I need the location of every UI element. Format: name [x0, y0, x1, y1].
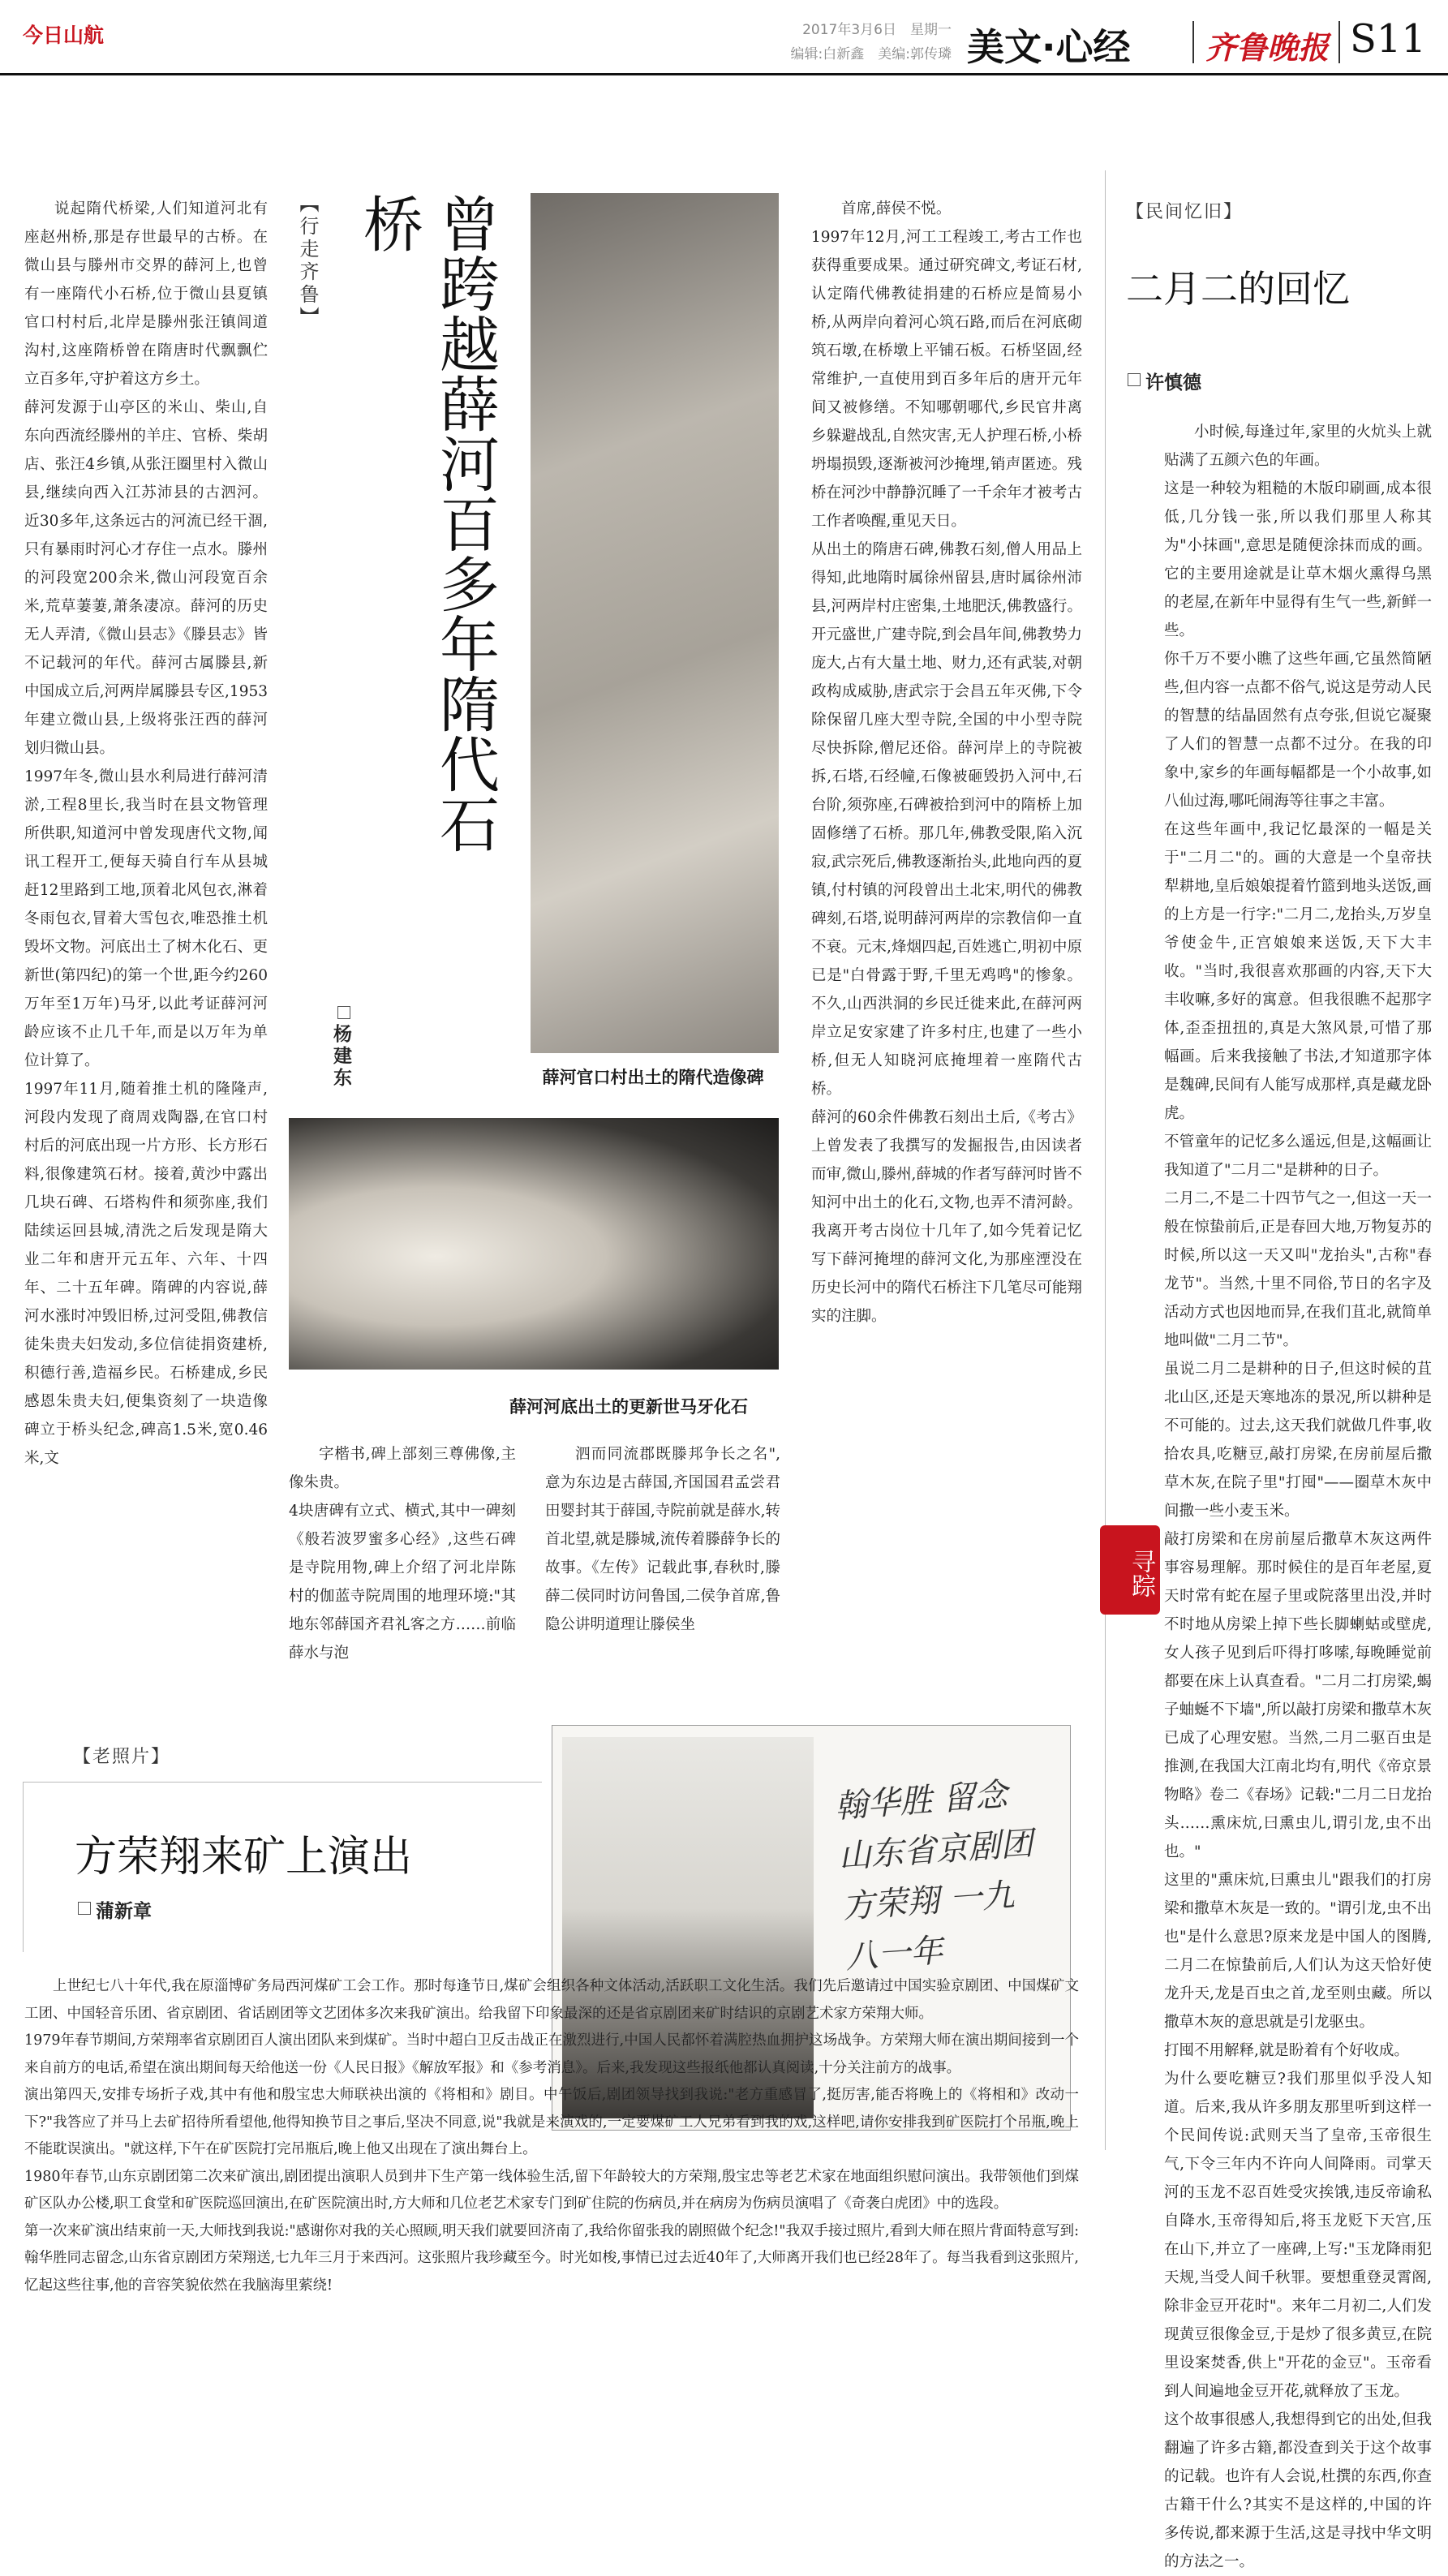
opera-column-tag: 【老照片】	[73, 1747, 171, 1767]
header-left-label: 今日山航	[23, 24, 105, 47]
feature-col4: 首席,薛侯不悦。 1997年12月,河工工程竣工,考古工作也获得重要成果。通过研究碑文,考证石材,认定隋代佛教徒捐建的石桥应是简易小桥,从两岸向着河心筑石路,而后在河底砌筑石墩,在桥墩上平铺石板。石桥坚固,经常维护,一直使用到百多年后的唐开元年间又被修缮。不知哪朝哪代,乡民官井离乡躲避战乱,自然灾害,无人护理石桥,小桥坍塌损毁,逐渐被河沙掩埋,销声匿迹。残桥在河沙中静静沉睡了一千余年才被考古工作者唤醒,重见天日。 从出土的隋唐石碑,佛教石刻,僧人用品上得知,此地隋时属徐州留县,唐时属徐州沛县,河两岸村庄密集,土地肥沃,佛教盛行。开元盛世,广建寺院,到会昌年间,佛教势力庞大,占有大量土地、财力,还有武装,对朝政构成威胁,唐武宗于会昌五年灭佛,下令除保留几座大型寺院,全国的中小型寺院尽快拆除,僧尼还俗。薛河岸上的寺院被拆,石塔,石经幢,石像被砸毁扔入河中,石台阶,须弥座,石碑被拾到河中的隋桥上加固修缮了石桥。那几年,佛教受限,陷入沉寂,武宗死后,佛教逐渐抬头,此地向西的夏镇,付村镇的河段曾出土北宋,明代的佛教碑刻,石塔,说明薛河两岸的宗教信仰一直不衰。元末,烽烟四起,百姓逃亡,明初中原已是"白骨露于野,千里无鸡鸣"的惨象。不久,山西洪洞的乡民迁徙来此,在薛河两岸立足安家建了许多村庄,也建了一些小桥,但无人知晓河底掩埋着一座隋代古桥。 薛河的60余件佛教石刻出土后,《考古》上曾发表了我撰写的发掘报告,由因读者而审,微山,滕州,薛城的作者写薛河时皆不知河中出土的化石,文物,也弄不清河龄。我离开考古岗位十几年了,如今凭着记忆写下薛河掩埋的薛河文化,为那座湮没在历史长河中的隋代石桥注下几笔尽可能翔实的注脚。	[811, 200, 1082, 1325]
opera-title: 方荣翔来矿上演出	[75, 1833, 413, 1881]
feature-col1: 说起隋代桥梁,人们知道河北有座赵州桥,那是存世最早的古桥。在微山县与滕州市交界的薛河上,也曾有一座隋代小石桥,位于微山县夏镇官口村村后,北岸是滕州张汪镇闾道沟村,这座隋桥曾在隋唐时代飘飘伫立百多年,守护着这方乡土。 薛河发源于山亭区的米山、柴山,自东向西流经滕州的羊庄、官桥、柴胡店、张汪4乡镇,从张汪圈里村入微山县,继续向西入江苏沛县的古泗河。近30多年,这条远古的河流已经干涸,只有暴雨时河心才存住一点水。滕州的河段宽200余米,微山河段宽百余米,荒草萋萋,萧条凄凉。薛河的历史无人弄清,《微山县志》《滕县志》皆不记载河的年代。薛河古属滕县,新中国成立后,河两岸属滕县专区,1953年建立微山县,上级将张汪西的薛河划归微山县。 1997年冬,微山县水利局进行薛河清淤,工程8里长,我当时在县文物管理所供职,知道河中曾发现唐代文物,闻讯工程开工,便每天骑自行车从县城赶12里路到工地,顶着北风包衣,淋着冬雨包衣,冒着大雪包衣,唯恐推土机毁坏文物。河底出土了树木化石、更新世(第四纪)的第一个世,距今约260万年至1万年)马牙,以此考证薛河河龄应该不止几千年,而是以万年为单位计算了。 1997年11月,随着推土机的隆隆声,河段内发现了商周戏陶器,在官口村村后的河底出现一片方形、长方形石料,很像建筑石材。接着,黄沙中露出几块石碑、石塔构件和须弥座,我们陆续运回县城,清洗之后发现是隋大业二年和唐开元五年、六年、十四年、二十五年碑。隋碑的内容说,薛河水涨时冲毁旧桥,过河受阻,佛教信徒朱贵夫妇发动,多位信徒捐资建桥,积德行善,造福乡民。石桥建成,乡民感恩朱贵夫妇,便集资刻了一块造像碑立于桥头纪念,碑高1.5米,宽0.46米,文	[24, 200, 268, 1467]
header-paper-logo: 齐鲁晚报	[1205, 29, 1330, 66]
feature-author: 杨建东	[330, 1024, 351, 1090]
caption-fossil: 薛河河底出土的更新世马牙化石	[509, 1397, 748, 1417]
feature-column-tag: 【行走齐鲁】	[296, 193, 319, 329]
author-marker	[78, 1902, 91, 1915]
column-divider	[1105, 170, 1106, 2150]
stele-photo	[531, 193, 779, 1053]
caption-stele: 薛河官口村出土的隋代造像碑	[542, 1068, 764, 1087]
header-divider	[1192, 21, 1194, 63]
page-header	[0, 0, 1448, 75]
opera-author: 蒲新章	[96, 1901, 152, 1922]
header-page-number: S11	[1350, 16, 1426, 62]
fossil-photo	[289, 1118, 779, 1370]
header-rule	[0, 73, 1448, 75]
memoir-title: 二月二的回忆	[1126, 267, 1350, 311]
feature-title: 曾跨越薛河百多年隋代石桥	[354, 193, 500, 854]
author-marker	[1128, 373, 1141, 386]
header-editors: 编辑:白新鑫 美编:郭传璘	[790, 46, 952, 62]
author-marker	[337, 1006, 350, 1019]
memoir-column-tag: 【民间忆旧】	[1126, 202, 1244, 222]
seal-stamp	[1100, 1525, 1160, 1615]
header-section: 美文·心经	[967, 25, 1131, 69]
header-divider	[1338, 21, 1340, 63]
feature-col3: 泗而同流郡既滕邦争长之名",意为东边是古薛国,齐国国君孟尝君田婴封其于薛国,寺院前就是薛水,转首北望,就是滕城,流传着滕薛争长的故事。《左传》记载此事,春秋时,滕薛二侯同时访问鲁国,二侯争首席,鲁隐公讲明道理让滕侯坐	[545, 1446, 780, 1633]
memoir-author: 许慎德	[1145, 372, 1201, 393]
handwritten-signature: 翰华胜 留念 山东省京剧团 方荣翔 一九八一年	[833, 1776, 1034, 1976]
seal-text: 寻踪	[1127, 1549, 1155, 1598]
opera-text: 上世纪七八十年代,我在原淄博矿务局西河煤矿工会工作。那时每逢节日,煤矿会组织各种文体活动,活跃职工文化生活。我们先后邀请过中国实验京剧团、中国煤矿文工团、中国轻音乐团、省京剧团、省话剧团等文艺团体多次来我矿演出。给我留下印象最深的还是省京剧团来矿时结识的京剧艺术家方荣翔大师。 1979年春节期间,方荣翔率省京剧团百人演出团队来到煤矿。当时中超白卫反击战正在激烈进行,中国人民都怀着满腔热血拥护这场战争。方荣翔大师在演出期间接到一个来自前方的电话,希望在演出期间每天给他送一份《人民日报》《解放军报》和《参考消息》。后来,我发现这些报纸他都认真阅读,十分关注前方的战事。 演出第四天,安排专场折子戏,其中有他和殷宝忠大师联袂出演的《将相和》剧目。中午饭后,剧团领导找到我说:"老方重感冒了,挺厉害,能否将晚上的《将相和》改动一下?"我答应了并马上去矿招待所看望他,他得知换节目之事后,坚决不同意,说"我就是来演戏的,一定要煤矿工人兄弟看到我的戏,这样吧,请你安排我到矿医院打个吊瓶,晚上不能耽误演出。"就这样,下午在矿医院打完吊瓶后,晚上他又出现在了演出舞台上。 1980年春节,山东京剧团第二次来矿演出,剧团提出演职人员到井下生产第一线体验生活,留下年龄较大的方荣翔,殷宝忠等老艺术家在地面组织慰问演出。我带领他们到煤矿区队办公楼,职工食堂和矿医院巡回演出,在矿医院演出时,方大师和几位老艺术家专门到矿住院的伤病员,并在病房为伤病员演唱了《奇袭白虎团》中的选段。 第一次来矿演出结束前一天,大师找到我说:"感谢你对我的关心照顾,明天我们就要回济南了,我给你留张我的剧照做个纪念!"我双手接过照片,看到大师在照片背面特意写到:翰华胜同志留念,山东省京剧团方荣翔送,七九年三月于来西河。这张照片我珍藏至今。时光如梭,事情已过去近40年了,大师离开我们也已经28年了。每当我看到这张照片,忆起这些往事,他的音容笑貌依然在我脑海里萦绕!	[24, 1978, 1079, 2294]
header-date: 2017年3月6日 星期一	[802, 22, 952, 38]
feature-col2: 字楷书,碑上部刻三尊佛像,主像朱贵。 4块唐碑有立式、横式,其中一碑刻《般若波罗蜜多心经》,这些石碑是寺院用物,碑上介绍了河北岸陈村的伽蓝寺院周围的地理环境:"其地东邻薛国齐君礼客之方……前临薛水与泡	[289, 1446, 516, 1662]
memoir-text: 小时候,每逢过年,家里的火炕头上就贴满了五颜六色的年画。 这是一种较为粗糙的木版印刷画,成本很低,几分钱一张,所以我们那里人称其为"小抹画",意思是随便涂抹而成的画。它的主要用途就是让草木烟火熏得乌黑的老屋,在新年中显得有生气一些,新鲜一些。 你千万不要小瞧了这些年画,它虽然简陋些,但内容一点都不俗气,说这是劳动人民的智慧的结晶固然有点夸张,但说它凝聚了人们的智慧一点都不过分。在我的印象中,家乡的年画每幅都是一个小故事,如八仙过海,哪吒闹海等往事之丰富。 在这些年画中,我记忆最深的一幅是关于"二月二"的。画的大意是一个皇帝扶犁耕地,皇后娘娘提着竹篮到地头送饭,画的上方是一行字:"二月二,龙抬头,万岁皇爷使金牛,正宫娘娘来送饭,天下大丰收。"当时,我很喜欢那画的内容,天下大丰收嘛,多好的寓意。但我很瞧不起那字体,歪歪扭扭的,真是大煞风景,可惜了那幅画。后来我接触了书法,才知道那字体是魏碑,民间有人能写成那样,真是藏龙卧虎。 不管童年的记忆多么遥远,但是,这幅画让我知道了"二月二"是耕种的日子。 二月二,不是二十四节气之一,但这一天一般在惊蛰前后,正是春回大地,万物复苏的时候,所以这一天又叫"龙抬头",古称"春龙节"。当然,十里不同俗,节日的名字及活动方式也因地而异,在我们苴北,就简单地叫做"二月二节"。 虽说二月二是耕种的日子,但这时候的苴北山区,还是天寒地冻的景况,所以耕种是不可能的。过去,这天我们就做几件事,收拾农具,吃糖豆,敲打房梁,在房前屋后撒草木灰,在院子里"打囤"——圈草木灰中间撒一些小麦玉米。 敲打房梁和在房前屋后撒草木灰这两件事容易理解。那时候住的是百年老屋,夏天时常有蛇在屋子里或院落里出没,并时不时地从房梁上掉下些长脚蝲蛄或壁虎,女人孩子见到后吓得打哆嗦,每晚睡觉前都要在床上认真查看。"二月二打房梁,蝎子蚰蜒不下墙",所以敲打房梁和撒草木灰已成了心理安慰。当然,二月二驱百虫是推测,在我国大江南北均有,明代《帝京景物略》卷二《春场》记载:"二月二日龙抬头……熏床炕,曰熏虫儿,谓引龙,虫不出也。" 这里的"熏床炕,曰熏虫儿"跟我们的打房梁和撒草木灰是一致的。"谓引龙,虫不出也"是什么意思?原来龙是中国人的图腾,二月二在惊蛰前后,人们认为这天恰好使龙升天,龙是百虫之首,龙至则虫藏。所以撒草木灰的意思就是引龙驱虫。 打囤不用解释,就是盼着有个好收成。 为什么要吃糖豆?我们那里似乎没人知道。后来,我从许多朋友那里听到这样一个民间传说:武则天当了皇帝,玉帝很生气,下令三年内不许向人间降雨。司掌天河的玉龙不忍百姓受灾挨饿,违反帝谕私自降水,玉帝得知后,将玉龙贬下天宫,压在山下,并立了一座碑,上写:"玉龙降雨犯天规,当受人间千秋罪。要想重登灵霄阁,除非金豆开花时"。来年二月初二,人们发现黄豆很像金豆,于是炒了很多黄豆,在院里设案焚香,供上"开花的金豆"。玉帝看到人间遍地金豆开花,就释放了玉龙。 这个故事很感人,我想得到它的出处,但我翻遍了许多古籍,都没查到关于这个故事的记载。也许有人会说,杜撰的东西,你查古籍干什么?其实不是这样的,中国的许多传说,都来源于生活,这是寻找中华文明的方法之一。	[1164, 424, 1432, 2570]
